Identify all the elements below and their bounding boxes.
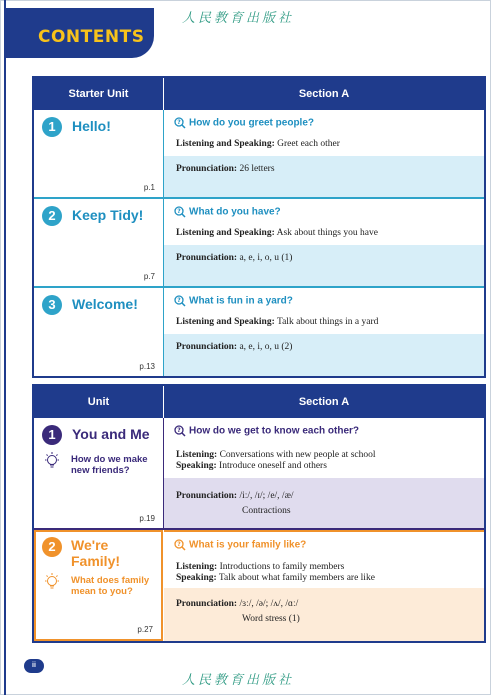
listening bbox=[176, 450, 376, 460]
page-title: CONTENTS bbox=[38, 27, 145, 47]
page-ref: p.13 bbox=[139, 362, 155, 371]
unit-big-question: How do we make new friends? bbox=[71, 454, 148, 476]
pron-text: /ɜː/, /ə/; /ʌ/, /ɑː/ bbox=[239, 599, 299, 609]
ls-label: Listening and Speaking: bbox=[176, 317, 275, 327]
pronunciation-cell bbox=[164, 156, 484, 197]
speaking-label: Speaking: bbox=[176, 573, 217, 583]
svg-text:?: ? bbox=[177, 541, 181, 548]
left-rule bbox=[4, 0, 6, 695]
magnifier-question-icon bbox=[174, 206, 186, 218]
table-row bbox=[34, 199, 484, 286]
pron-label: Pronunciation: bbox=[176, 491, 238, 501]
starter-unit-table bbox=[32, 76, 486, 378]
pronunciation-extra: Contractions bbox=[242, 506, 291, 516]
column-header-section: Section A bbox=[298, 396, 350, 408]
svg-text:?: ? bbox=[177, 427, 181, 434]
unit-cell[interactable] bbox=[34, 288, 163, 376]
column-header-unit: Starter Unit bbox=[68, 88, 129, 100]
pron-text: 26 letters bbox=[239, 164, 275, 174]
listening-text: Conversations with new people at school bbox=[219, 450, 376, 460]
speaking-text: Talk about what family members are like bbox=[218, 573, 375, 583]
page-ref: p.7 bbox=[143, 272, 155, 281]
unit-cell[interactable] bbox=[34, 110, 163, 197]
magnifier-question-icon bbox=[174, 295, 186, 307]
table-header bbox=[34, 78, 484, 110]
section-cell bbox=[164, 418, 484, 478]
table-header bbox=[34, 386, 484, 418]
pronunciation-cell bbox=[164, 588, 484, 641]
publisher-mark-bottom: 人民教育出版社 bbox=[182, 673, 295, 688]
question-text: How do we get to know each other? bbox=[189, 425, 360, 437]
pronunciation bbox=[176, 164, 275, 174]
ls-text: Greet each other bbox=[277, 139, 340, 149]
section-cell bbox=[164, 288, 484, 334]
pronunciation bbox=[176, 599, 298, 609]
pron-text: /iː/, /ɪ/; /e/, /æ/ bbox=[239, 491, 294, 501]
section-question[interactable] bbox=[174, 539, 306, 551]
pronunciation-extra: Word stress (1) bbox=[242, 614, 300, 624]
column-header-section: Section A bbox=[298, 88, 350, 100]
ls-label: Listening and Speaking: bbox=[176, 139, 275, 149]
question-text: What is fun in a yard? bbox=[189, 295, 293, 307]
ls-label: Listening and Speaking: bbox=[176, 228, 275, 238]
section-question[interactable] bbox=[174, 295, 293, 307]
section-question[interactable] bbox=[174, 117, 314, 129]
table-row bbox=[34, 288, 484, 376]
question-text: What do you have? bbox=[189, 206, 281, 218]
ls-text: Ask about things you have bbox=[276, 228, 378, 238]
pron-label: Pronunciation: bbox=[176, 342, 238, 352]
listening-text: Introductions to family members bbox=[219, 562, 345, 572]
question-text: How do you greet people? bbox=[189, 117, 315, 129]
publisher-mark-top: 人民教育出版社 bbox=[182, 11, 295, 26]
unit-cell[interactable] bbox=[34, 418, 163, 528]
speaking bbox=[176, 461, 327, 471]
question-text: What is your family like? bbox=[189, 539, 307, 551]
speaking-label: Speaking: bbox=[176, 461, 217, 471]
pronunciation-cell bbox=[164, 245, 484, 286]
unit-number-badge: 3 bbox=[42, 295, 62, 315]
svg-text:?: ? bbox=[177, 119, 181, 126]
page-number-badge: ii bbox=[24, 659, 44, 673]
column-header-unit: Unit bbox=[87, 396, 110, 408]
unit-cell[interactable] bbox=[34, 199, 163, 286]
section-cell bbox=[164, 110, 484, 156]
pronunciation-cell bbox=[164, 334, 484, 376]
page-ref: p.1 bbox=[143, 183, 155, 192]
magnifier-question-icon bbox=[174, 425, 186, 437]
pron-label: Pronunciation: bbox=[176, 599, 238, 609]
page-ref: p.27 bbox=[137, 625, 153, 634]
pronunciation bbox=[176, 491, 294, 501]
lightbulb-icon bbox=[43, 451, 61, 471]
svg-text:?: ? bbox=[177, 208, 181, 215]
pron-label: Pronunciation: bbox=[176, 164, 238, 174]
unit-cell[interactable] bbox=[34, 530, 163, 641]
pronunciation-cell bbox=[164, 478, 484, 528]
unit-title: Welcome! bbox=[72, 296, 138, 312]
svg-text:?: ? bbox=[177, 297, 181, 304]
table-row bbox=[34, 418, 484, 528]
pron-text: a, e, i, o, u (2) bbox=[239, 342, 293, 352]
unit-title: We're bbox=[71, 537, 109, 553]
unit-number-badge: 1 bbox=[42, 117, 62, 137]
listening-speaking bbox=[176, 317, 378, 327]
unit-table bbox=[32, 384, 486, 643]
section-question[interactable] bbox=[174, 425, 359, 437]
section-cell bbox=[164, 199, 484, 245]
pronunciation bbox=[176, 253, 292, 263]
listening bbox=[176, 562, 344, 572]
unit-number-badge: 2 bbox=[42, 206, 62, 226]
listening-speaking bbox=[176, 139, 340, 149]
speaking-text: Introduce oneself and others bbox=[219, 461, 327, 471]
unit-number-badge: 1 bbox=[42, 425, 62, 445]
listening-label: Listening: bbox=[176, 562, 218, 572]
pronunciation bbox=[176, 342, 292, 352]
magnifier-question-icon bbox=[174, 117, 186, 129]
section-question[interactable] bbox=[174, 206, 281, 218]
magnifier-question-icon bbox=[174, 539, 186, 551]
table-row bbox=[34, 110, 484, 197]
pron-label: Pronunciation: bbox=[176, 253, 238, 263]
listening-speaking bbox=[176, 228, 378, 238]
page-ref: p.19 bbox=[139, 514, 155, 523]
speaking bbox=[176, 573, 375, 583]
table-row bbox=[34, 530, 484, 641]
unit-big-question: What does family mean to you? bbox=[71, 575, 150, 597]
unit-title: Keep Tidy! bbox=[72, 207, 144, 223]
section-cell bbox=[164, 530, 484, 588]
pron-text: a, e, i, o, u (1) bbox=[239, 253, 293, 263]
listening-label: Listening: bbox=[176, 450, 218, 460]
unit-number-badge: 2 bbox=[42, 537, 62, 557]
unit-title: Hello! bbox=[72, 118, 111, 134]
unit-title-line2: Family! bbox=[71, 553, 121, 569]
lightbulb-icon bbox=[43, 572, 61, 592]
unit-title: You and Me bbox=[72, 426, 150, 442]
ls-text: Talk about things in a yard bbox=[276, 317, 379, 327]
